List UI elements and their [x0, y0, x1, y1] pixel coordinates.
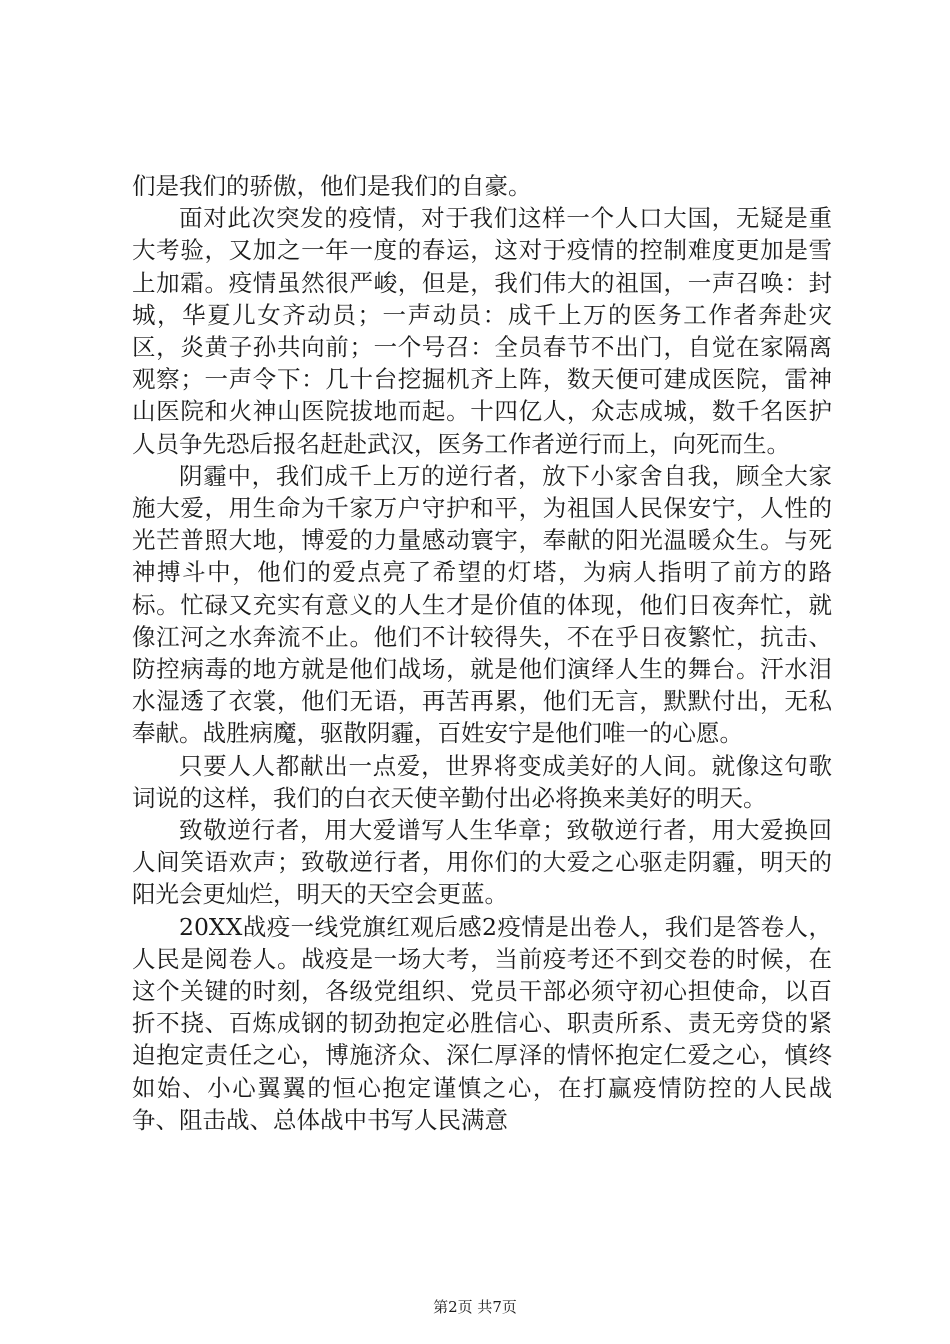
document-body: [132, 170, 832, 1136]
paragraph-6: 20XX战疫一线党旗红观后感2疫情是出卷人，我们是答卷人，人民是阅卷人。战疫是一场大考，当前疫考还不到交卷的时候，在这个关键的时刻，各级党组织、党员干部必须守初心担使命，以百折不挠、百炼成钢的韧劲抱定必胜信心、职责所系、责无旁贷的紧迫抱定责任之心，博施济众、深仁厚泽的情怀抱定仁爱之心，慎终如始、小心翼翼的恒心抱定谨慎之心，在打赢疫情防控的人民战争、阻击战、总体战中书写人民满意: [132, 912, 832, 1134]
paragraph-1: 们是我们的骄傲，他们是我们的自豪。: [132, 172, 532, 200]
paragraph-5: 致敬逆行者，用大爱谱写人生华章；致敬逆行者，用大爱换回人间笑语欢声；致敬逆行者，用你们的大爱之心驱走阴霾，明天的阳光会更灿烂，明天的天空会更蓝。: [132, 816, 832, 909]
page-number-footer: 第2页 共7页: [433, 1298, 517, 1316]
paragraph-2: 面对此次突发的疫情，对于我们这样一个人口大国，无疑是重大考验，又加之一年一度的春运，这对于疫情的控制难度更加是雪上加霜。疫情虽然很严峻，但是，我们伟大的祖国，一声召唤：封城，华夏儿女齐动员；一声动员：成千上万的医务工作者奔赴灾区，炎黄子孙共向前；一个号召：全员春节不出门，自觉在家隔离观察；一声令下：几十台挖掘机齐上阵，数天便可建成医院，雷神山医院和火神山医院拔地而起。十四亿人，众志成城，数千名医护人员争先恐后报名赶赴武汉，医务工作者逆行而上，向死而生。: [132, 204, 832, 458]
paragraph-3: 阴霾中，我们成千上万的逆行者，放下小家舍自我，顾全大家施大爱，用生命为千家万户守护和平，为祖国人民保安宁，人性的光芒普照大地，博爱的力量感动寰宇，奉献的阳光温暖众生。与死神搏斗中，他们的爱点亮了希望的灯塔，为病人指明了前方的路标。忙碌又充实有意义的人生才是价值的体现，他们日夜奔忙，就像江河之水奔流不止。他们不计较得失，不在乎日夜繁忙，抗击、防控病毒的地方就是他们战场，就是他们演绎人生的舞台。汗水泪水湿透了衣裳，他们无语，再苦再累，他们无言，默默付出，无私奉献。战胜病魔，驱散阴霾，百姓安宁是他们唯一的心愿。: [132, 461, 832, 748]
paragraph-4: 只要人人都献出一点爱，世界将变成美好的人间。就像这句歌词说的这样，我们的白衣天使辛勤付出必将换来美好的明天。: [132, 751, 832, 812]
